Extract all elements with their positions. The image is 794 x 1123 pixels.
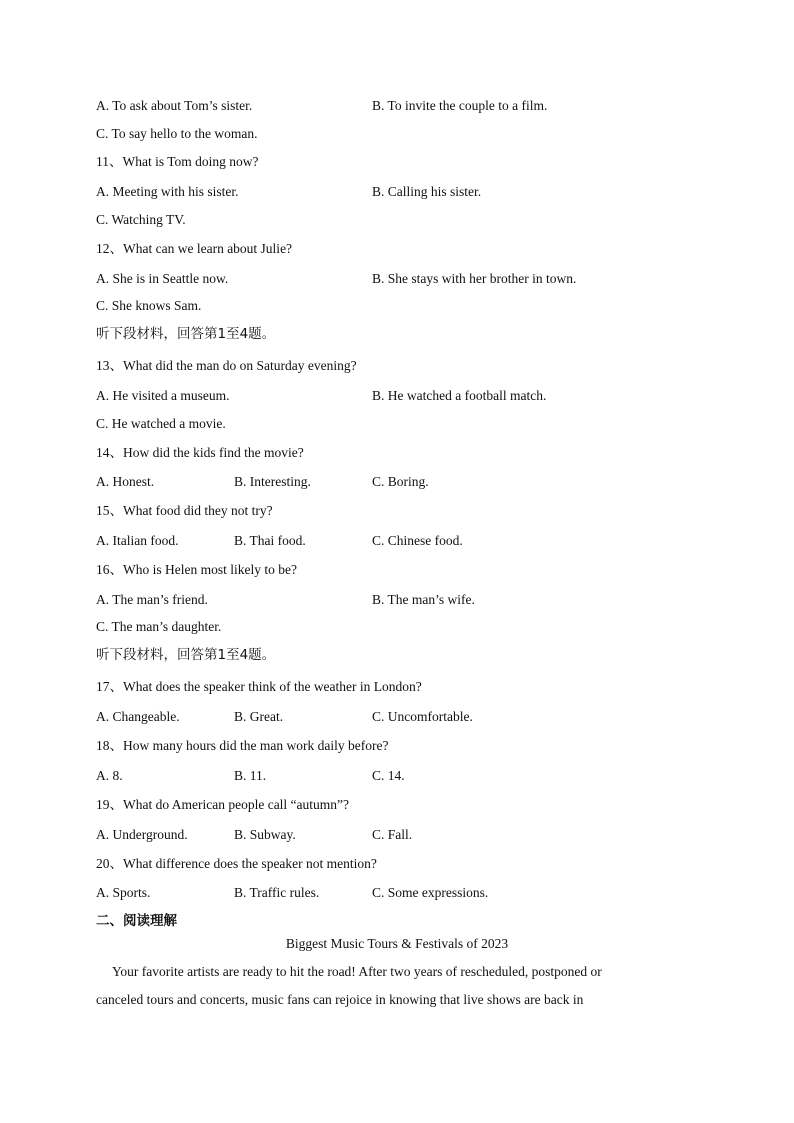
q14-question: 14、How did the kids find the movie?: [96, 445, 304, 460]
section-instruction-2: 听下段材料，回答第1至4题。: [96, 647, 276, 663]
q15-question: 15、What food did they not try?: [96, 503, 273, 518]
section-instruction: 听下段材料，回答第1至4题。: [96, 326, 276, 342]
q17-option-b: B. Great.: [234, 709, 284, 724]
q12-option-b: B. She stays with her brother in town.: [372, 271, 577, 286]
q17-option-a: A. Changeable.: [96, 709, 180, 724]
q18-option-a: A. 8.: [96, 768, 123, 783]
q10-option-a: A. To ask about Tom’s sister.: [96, 98, 253, 113]
q17-question: 17、What does the speaker think of the weather in London?: [96, 679, 422, 694]
q16-option-b: B. The man’s wife.: [372, 592, 475, 607]
q20-option-c: C. Some expressions.: [372, 885, 489, 900]
article-paragraph-line-2: canceled tours and concerts, music fans can rejoice in knowing that live shows are back in: [96, 992, 584, 1007]
q16-question: 16、Who is Helen most likely to be?: [96, 562, 297, 577]
q12-question: 12、What can we learn about Julie?: [96, 241, 293, 256]
q18-option-b: B. 11.: [234, 768, 267, 783]
q10-option-b: B. To invite the couple to a film.: [372, 98, 548, 113]
q11-option-c: C. Watching TV.: [96, 212, 186, 227]
q18-option-c: C. 14.: [372, 768, 405, 783]
reading-section-heading: 二、阅读理解: [96, 913, 177, 929]
q14-option-a: A. Honest.: [96, 474, 155, 489]
article-paragraph-line-1: Your favorite artists are ready to hit the road! After two years of rescheduled, postponed or: [112, 964, 602, 979]
q19-question: 19、What do American people call “autumn”?: [96, 797, 350, 812]
q16-option-c: C. The man’s daughter.: [96, 619, 222, 634]
q16-option-a: A. The man’s friend.: [96, 592, 208, 607]
q13-question: 13、What did the man do on Saturday evening?: [96, 358, 357, 373]
q10-option-c: C. To say hello to the woman.: [96, 126, 258, 141]
q11-option-b: B. Calling his sister.: [372, 184, 482, 199]
q13-option-a: A. He visited a museum.: [96, 388, 230, 403]
q14-option-c: C. Boring.: [372, 474, 429, 489]
q20-question: 20、What difference does the speaker not mention?: [96, 856, 377, 871]
q13-option-b: B. He watched a football match.: [372, 388, 547, 403]
q18-question: 18、How many hours did the man work daily before?: [96, 738, 389, 753]
q11-option-a: A. Meeting with his sister.: [96, 184, 239, 199]
q20-option-b: B. Traffic rules.: [234, 885, 320, 900]
q11-question: 11、What is Tom doing now?: [96, 154, 259, 169]
article-title: Biggest Music Tours & Festivals of 2023: [285, 936, 509, 951]
q12-option-a: A. She is in Seattle now.: [96, 271, 229, 286]
q14-option-b: B. Interesting.: [234, 474, 311, 489]
q15-option-c: C. Chinese food.: [372, 533, 463, 548]
q20-option-a: A. Sports.: [96, 885, 151, 900]
q19-option-c: C. Fall.: [372, 827, 413, 842]
q13-option-c: C. He watched a movie.: [96, 416, 226, 431]
q15-option-a: A. Italian food.: [96, 533, 179, 548]
q15-option-b: B. Thai food.: [234, 533, 306, 548]
q12-option-c: C. She knows Sam.: [96, 298, 202, 313]
q19-option-a: A. Underground.: [96, 827, 188, 842]
q19-option-b: B. Subway.: [234, 827, 296, 842]
q17-option-c: C. Uncomfortable.: [372, 709, 473, 724]
